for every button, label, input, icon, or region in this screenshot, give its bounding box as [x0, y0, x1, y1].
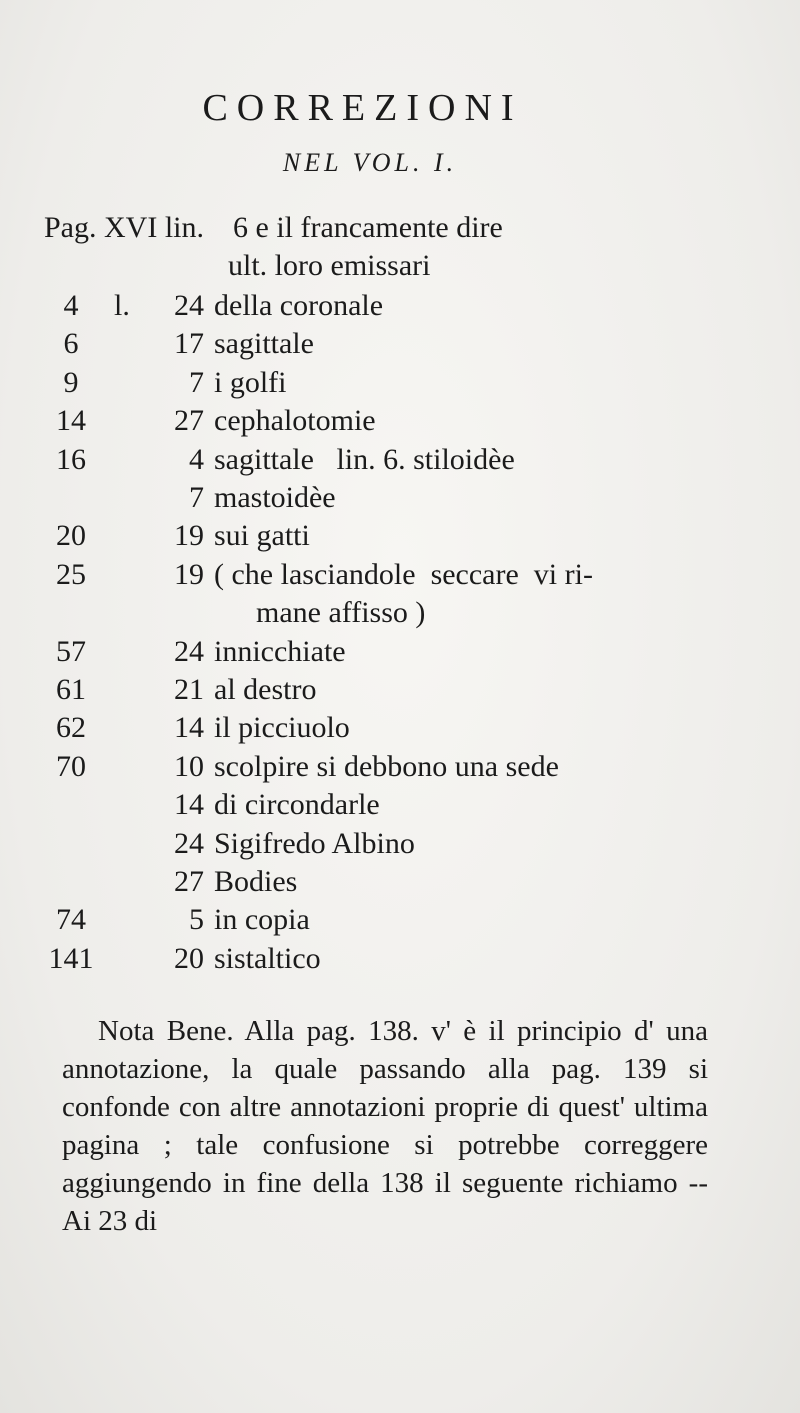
correction-text: i golfi	[214, 366, 287, 399]
page-number: 20	[56, 519, 86, 552]
correction-text: e il francamente dire	[255, 211, 503, 244]
page-title: CORREZIONI	[202, 87, 523, 129]
line-number: 19	[174, 558, 204, 591]
line-number: 4	[189, 443, 204, 476]
page-number: 70	[56, 750, 86, 783]
ult-label: ult.	[228, 249, 268, 282]
correction-text: sagittale lin. 6. stiloidèe	[214, 443, 515, 476]
page-number: 62	[56, 711, 86, 744]
line-number: 10	[174, 750, 204, 783]
line-number: 7	[189, 366, 204, 399]
correction-text: il picciuolo	[214, 711, 350, 744]
page-number: 14	[56, 404, 86, 437]
page-number: 9	[63, 366, 79, 399]
line-number: 17	[174, 327, 204, 360]
line-number: 14	[174, 788, 204, 821]
correction-text: sistaltico	[214, 942, 321, 975]
line-number: 6	[233, 211, 248, 244]
correction-text: cephalotomie	[214, 404, 376, 437]
line-number: 7	[189, 481, 204, 514]
note-text: Nota Bene. Alla pag. 138. v' è il principio d' una annotazione, la quale passando alla pag. 139 si confonde con altre annotazioni proprie di quest' ultima pagina ; tale confusione si potrebbe correggere aggiungendo in fine della 138 il seguente richiamo -- Ai 23 di	[62, 1015, 708, 1237]
line-number: 27	[174, 865, 204, 898]
nota-bene-paragraph	[62, 1012, 708, 1240]
correction-text: Sigifredo Albino	[214, 827, 415, 860]
errata-first-line	[44, 210, 503, 246]
correction-text: della coronale	[214, 289, 384, 322]
page-number: 141	[48, 942, 94, 975]
correction-text: sagittale	[214, 327, 314, 360]
page-subtitle: NEL VOL. I.	[282, 148, 458, 177]
correction-text: innicchiate	[214, 635, 346, 668]
line-number: 24	[174, 827, 204, 860]
line-number: 24	[174, 635, 204, 668]
page-number: 4	[63, 289, 79, 322]
line-number: 24	[174, 289, 204, 322]
correction-text: mastoidèe	[214, 481, 336, 514]
correction-text: Bodies	[214, 865, 298, 898]
page-number: 6	[63, 327, 79, 360]
line-number: 14	[174, 711, 204, 744]
page-number: 16	[56, 443, 86, 476]
page-number: 25	[56, 558, 86, 591]
correction-text: di circondarle	[214, 788, 380, 821]
correction-text: al destro	[214, 673, 317, 706]
page-number: 57	[56, 635, 86, 668]
correction-text: in copia	[214, 903, 310, 936]
correction-text: ( che lasciandole seccare vi ri-	[214, 558, 593, 591]
pag-label: Pag. XVI	[44, 211, 158, 244]
line-number: 21	[174, 673, 204, 706]
page-number: 61	[56, 673, 86, 706]
correction-text: sui gatti	[214, 519, 310, 552]
correction-text: loro emissari	[274, 249, 431, 282]
line-prefix: l.	[114, 289, 130, 322]
line-number: 20	[174, 942, 204, 975]
correction-text: scolpire si debbono una sede	[214, 750, 559, 783]
correction-text: mane affisso )	[256, 596, 426, 629]
line-number: 27	[174, 404, 204, 437]
errata-first-line-cont	[228, 248, 430, 284]
line-number: 5	[189, 903, 204, 936]
line-number: 19	[174, 519, 204, 552]
lin-label: lin.	[164, 211, 204, 244]
page-number: 74	[56, 903, 86, 936]
